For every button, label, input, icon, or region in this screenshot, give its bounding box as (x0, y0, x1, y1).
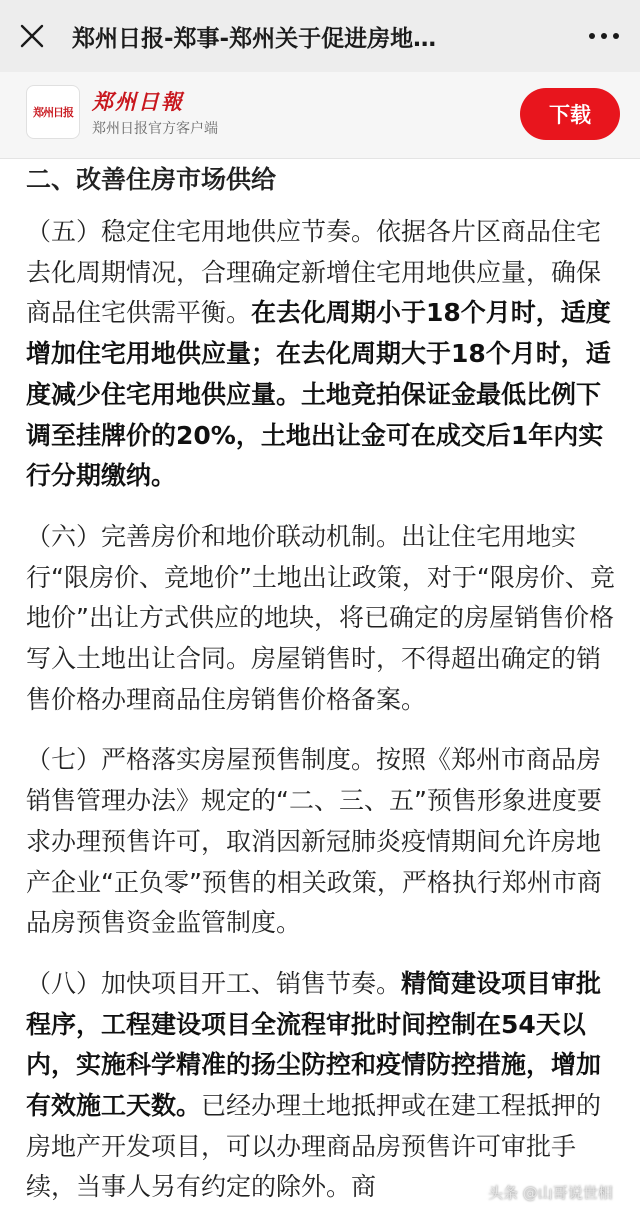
download-button[interactable]: 下载 (520, 88, 620, 140)
watermark: 头条 @山哥说世相 (488, 1184, 613, 1202)
more-dots-icon (589, 33, 595, 39)
paragraph-5 (26, 212, 620, 497)
app-subtitle: 郑州日报官方客户端 (92, 121, 218, 137)
close-button[interactable] (0, 0, 64, 72)
paragraph-8-tail: 已经办理土地抵押或在建工程抵押的房地产开发项目，可以办理商品房预售许可审批手续，当事人另有约定的除外。商 (26, 1091, 602, 1202)
paragraph-5-bold: 在去化周期小于18个月时，适度增加住宅用地供应量；在去化周期大于18个月时，适度减少住宅用地供应量。土地竞拍保证金最低比例下调至挂牌价的20%，土地出让金可在成交后1年内实行分期缴纳。 (26, 298, 611, 491)
paragraph-8 (26, 964, 620, 1208)
page-title: 郑州日报-郑事-郑州关于促进房地… (72, 25, 437, 52)
section-heading: 二、改善住房市场供给 (26, 165, 277, 194)
more-options-button[interactable] (568, 0, 640, 72)
close-icon (19, 23, 45, 49)
paragraph-6: （六）完善房价和地价联动机制。出让住宅用地实行“限房价、竞地价”土地出让政策，对于“限房价、竞地价”出让方式供应的地块，将已确定的房屋销售价格写入土地出让合同。房屋销售时，不得超出确定的销售价格办理商品住房销售价格备案。 (26, 521, 615, 714)
article-body (26, 160, 620, 1228)
paragraph-5-text: （五）稳定住宅用地供应节奏。依据各片区商品住宅去化周期情况，合理确定新增住宅用地供应量，确保商品住宅供需平衡。 (26, 217, 602, 328)
title-bar (0, 0, 640, 72)
paragraph-7: （七）严格落实房屋预售制度。按照《郑州市商品房销售管理办法》规定的“二、三、五”预售形象进度要求办理预售许可，取消因新冠肺炎疫情期间允许房地产企业“正负零”预售的相关政策，严格执行郑州市商品房预售资金监管制度。 (26, 745, 602, 938)
paragraph-8-text: （八）加快项目开工、销售节奏。 (26, 968, 402, 998)
app-download-banner (0, 72, 640, 159)
app-icon[interactable]: 郑州日报 (26, 85, 80, 139)
more-dots-icon (613, 33, 619, 39)
paragraph-8-bold: 精简建设项目审批程序，工程建设项目全流程审批时间控制在54天以内，实施科学精准的扬尘防控和疫情防控措施，增加有效施工天数。 (26, 968, 602, 1121)
more-dots-icon (601, 33, 607, 39)
app-logo: 郑州日報 (92, 89, 184, 114)
